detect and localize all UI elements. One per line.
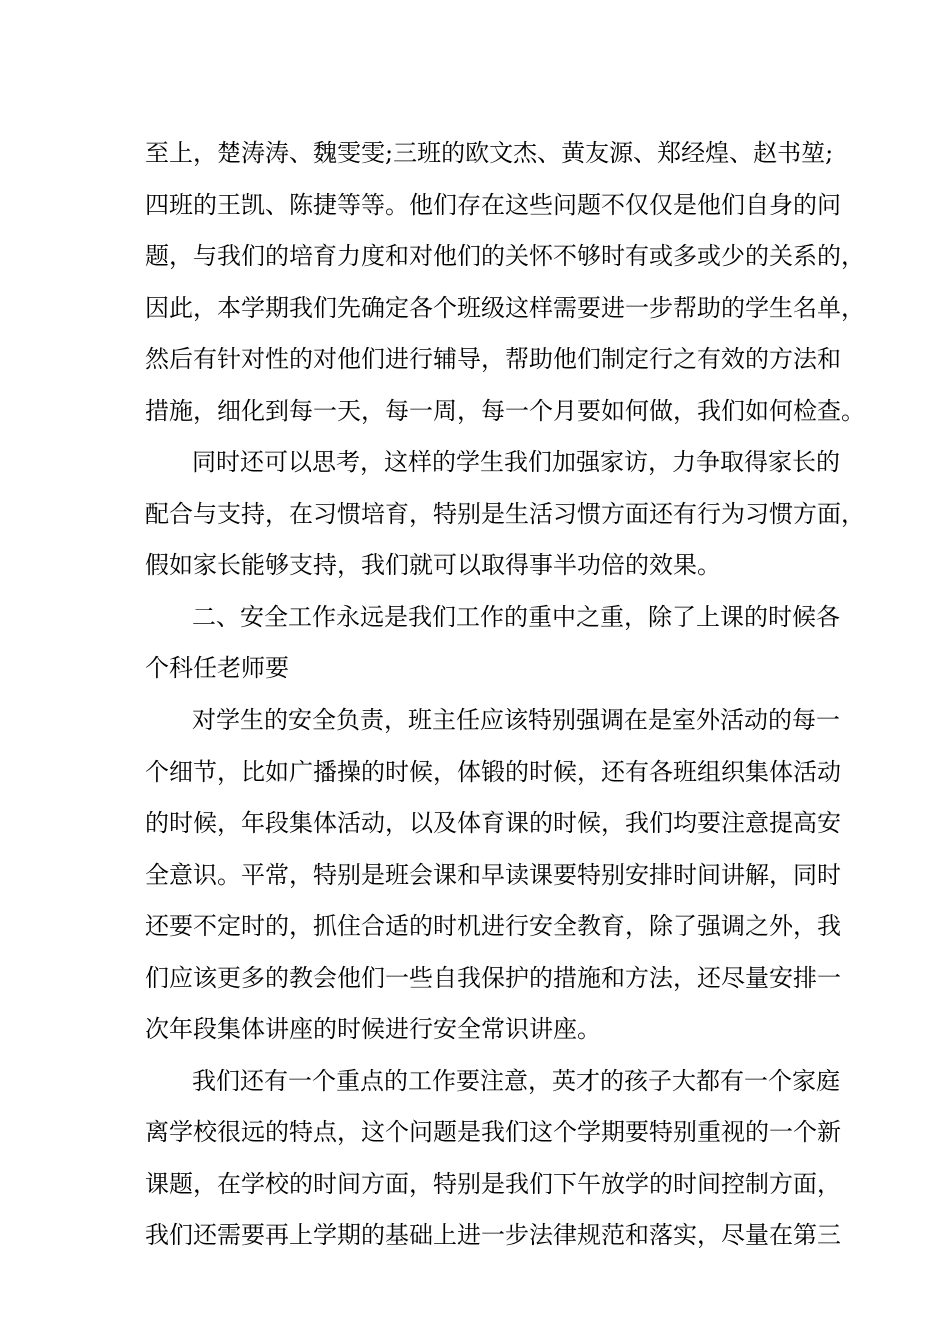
text-line: 因此，本学期我们先确定各个班级这样需要进一步帮助的学生名单， xyxy=(145,293,865,322)
text-line: 我们还需要再上学期的基础上进一步法律规范和落实，尽量在第三 xyxy=(145,1221,841,1250)
text-line: 题，与我们的培育力度和对他们的关怀不够时有或多或少的关系的， xyxy=(145,242,865,271)
text-line: 离学校很远的特点，这个问题是我们这个学期要特别重视的一个新 xyxy=(145,1118,841,1147)
text-line: 还要不定时的，抓住合适的时机进行安全教育，除了强调之外，我 xyxy=(145,912,841,941)
paragraph-first-line: 对学生的安全负责，班主任应该特别强调在是室外活动的每一 xyxy=(192,706,840,735)
paragraph-first-line: 同时还可以思考，这样的学生我们加强家访，力争取得家长的 xyxy=(192,448,840,477)
text-line: 们应该更多的教会他们一些自我保护的措施和方法，还尽量安排一 xyxy=(145,963,841,992)
paragraph-first-line: 我们还有一个重点的工作要注意，英才的孩子大都有一个家庭 xyxy=(192,1066,840,1095)
text-line: 的时候，年段集体活动，以及体育课的时候，我们均要注意提高安 xyxy=(145,809,841,838)
section-heading-line: 个科任老师要 xyxy=(145,654,289,683)
text-line: 配合与支持，在习惯培育，特别是生活习惯方面还有行为习惯方面， xyxy=(145,499,865,528)
text-line: 假如家长能够支持，我们就可以取得事半功倍的效果。 xyxy=(145,551,721,580)
text-line: 措施，细化到每一天，每一周，每一个月要如何做，我们如何检查。 xyxy=(145,396,865,425)
text-line: 课题，在学校的时间方面，特别是我们下午放学的时间控制方面， xyxy=(145,1169,841,1198)
section-heading-line: 二、安全工作永远是我们工作的重中之重，除了上课的时候各 xyxy=(192,602,840,631)
text-line: 然后有针对性的对他们进行辅导，帮助他们制定行之有效的方法和 xyxy=(145,345,841,374)
text-line: 次年段集体讲座的时候进行安全常识讲座。 xyxy=(145,1015,601,1044)
text-line: 四班的王凯、陈捷等等。他们存在这些问题不仅仅是他们自身的问 xyxy=(145,190,841,219)
text-line: 全意识。平常，特别是班会课和早读课要特别安排时间讲解，同时 xyxy=(145,860,841,889)
text-line: 至上，楚涛涛、魏雯雯;三班的欧文杰、黄友源、郑经煌、赵书堃; xyxy=(145,139,834,167)
text-line: 个细节，比如广播操的时候，体锻的时候，还有各班组织集体活动 xyxy=(145,757,841,786)
